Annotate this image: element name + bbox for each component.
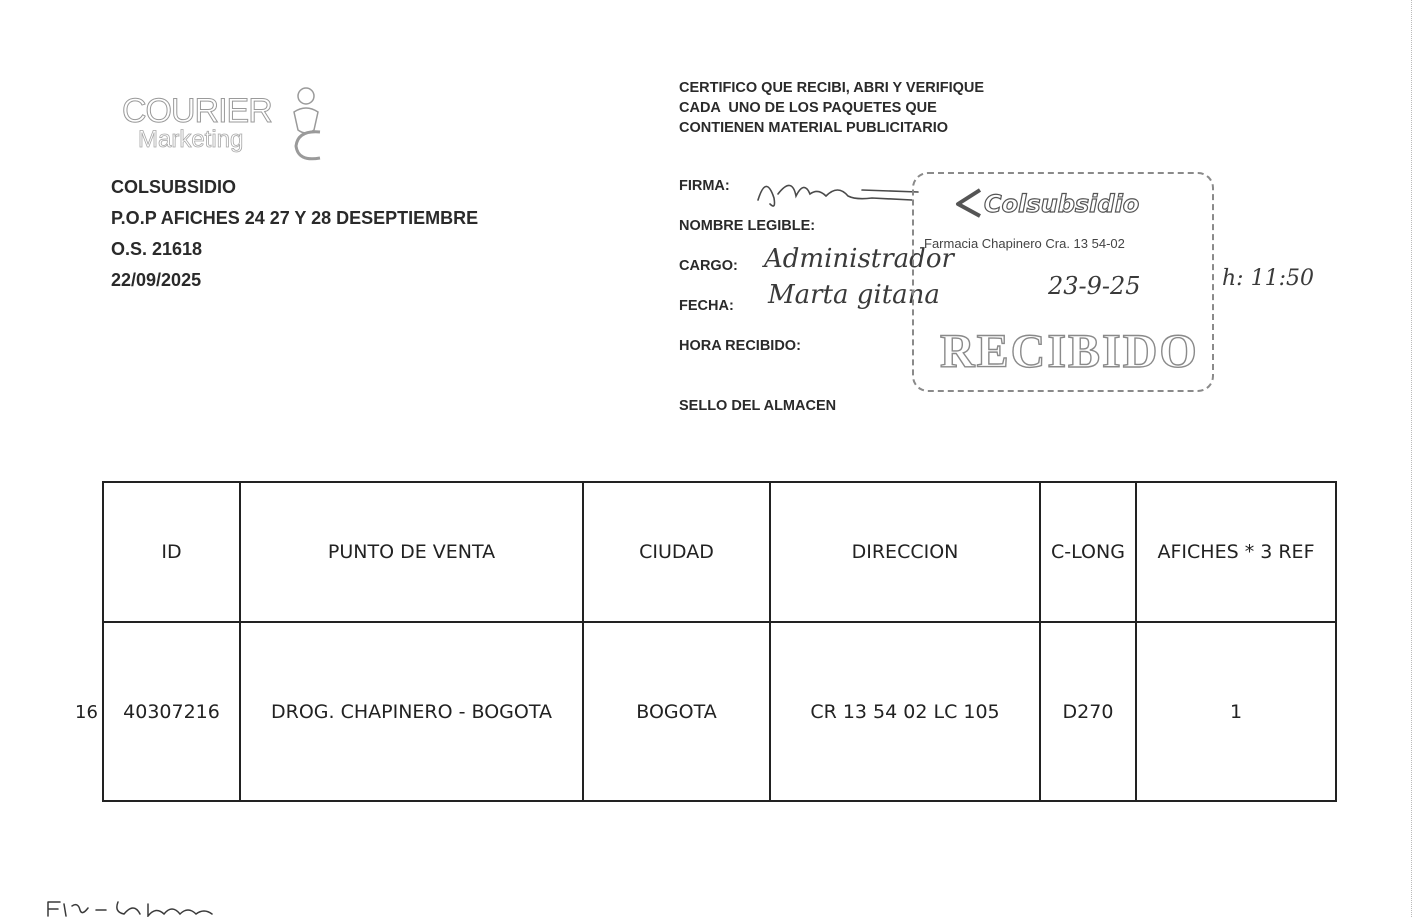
fecha-handwriting-name: Marta gitana: [768, 280, 940, 310]
stamp-status: RECIBIDO: [940, 325, 1199, 378]
stamp-brand: Colsubsidio: [984, 190, 1140, 218]
fecha-label: FECHA:: [679, 298, 734, 314]
certification-text: CERTIFICO QUE RECIBI, ABRI Y VERIFIQUE CADA UNO DE LOS PAQUETES QUE CONTIENEN MATERIAL PUBLICITARIO: [679, 80, 985, 136]
logo-word: COURIER: [122, 92, 272, 130]
colsubsidio-logo-icon: [950, 186, 984, 220]
courier-figure-icon: [284, 86, 344, 164]
logo-subword: Marketing: [138, 126, 244, 153]
document-date: 22/09/2025: [111, 270, 202, 290]
bottom-handwriting: [44, 896, 224, 917]
nombre-label: NOMBRE LEGIBLE:: [679, 218, 816, 234]
header-ciudad: CIUDAD: [583, 482, 770, 622]
header-c-long: C-LONG: [1040, 482, 1136, 622]
sello-label: SELLO DEL ALMACEN: [679, 398, 837, 414]
hora-handwriting: h: 11:50: [1222, 266, 1314, 291]
delivery-table: [102, 481, 1337, 802]
cell-ciudad: BOGOTA: [583, 622, 770, 801]
cell-c-long: D270: [1040, 622, 1136, 801]
cell-afiches: 1: [1136, 622, 1336, 801]
client-name: COLSUBSIDIO: [111, 177, 237, 197]
hora-label: HORA RECIBIDO:: [679, 338, 801, 354]
cargo-handwriting: Administrador: [764, 244, 954, 274]
header-afiches: AFICHES * 3 REF: [1136, 482, 1336, 622]
client-info: [111, 172, 478, 296]
campaign-title: P.O.P AFICHES 24 27 Y 28 DESEPTIEMBRE: [111, 208, 479, 228]
table-row: [103, 622, 1336, 801]
row-number: 16: [75, 702, 98, 723]
table-header-row: [103, 482, 1336, 622]
cell-direccion: CR 13 54 02 LC 105: [770, 622, 1040, 801]
fecha-handwriting-date: 23-9-25: [1048, 272, 1141, 300]
scan-edge: [1411, 0, 1412, 917]
signature: [752, 170, 922, 216]
cell-id: 40307216: [103, 622, 240, 801]
cargo-label: CARGO:: [679, 258, 738, 274]
header-id: ID: [103, 482, 240, 622]
header-direccion: DIRECCION: [770, 482, 1040, 622]
header-punto-de-venta: PUNTO DE VENTA: [240, 482, 583, 622]
order-number: O.S. 21618: [111, 239, 203, 259]
stamp-branch: Farmacia Chapinero Cra. 13 54-02: [924, 236, 1125, 251]
store-stamp: [912, 172, 1214, 392]
courier-marketing-logo: [118, 86, 348, 166]
cell-punto-de-venta: DROG. CHAPINERO - BOGOTA: [240, 622, 583, 801]
firma-label: FIRMA:: [679, 178, 730, 194]
